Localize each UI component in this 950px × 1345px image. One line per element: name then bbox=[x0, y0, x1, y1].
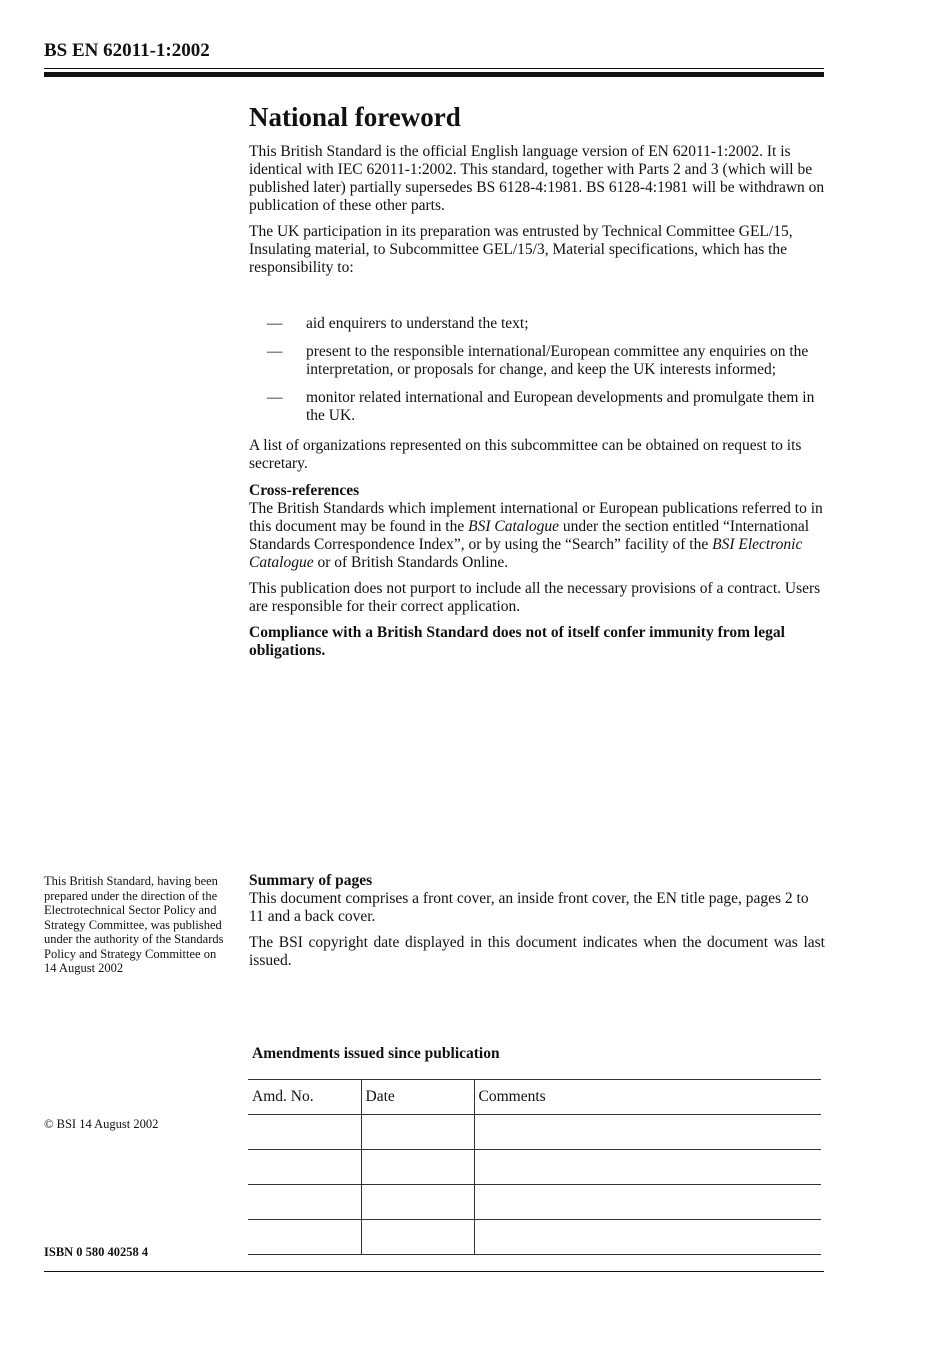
crossref-text: The British Standards which implement international or European publications referred to in this document may be found in the bbox=[249, 500, 823, 535]
list-item bbox=[249, 343, 825, 379]
amendments-table bbox=[248, 1079, 821, 1255]
foreword-section bbox=[249, 100, 825, 668]
table-row bbox=[248, 1220, 821, 1255]
table-cell bbox=[248, 1220, 361, 1255]
footer-rule bbox=[44, 1271, 824, 1272]
dash-bullet: — bbox=[267, 343, 283, 360]
list-item bbox=[249, 389, 825, 425]
crossref-text: under the section entitled “International Standards Correspondence Index”, or by using the “Search” facility of the bbox=[249, 518, 810, 553]
table-cell bbox=[361, 1220, 474, 1255]
authority-note: This British Standard, having been prepared under the direction of the Electrotechnical Sector Policy and Strategy Committee, was published under the authority of the Standards Policy and Strategy Committee on 14 August 2002 bbox=[44, 874, 224, 975]
table-cell bbox=[361, 1115, 474, 1150]
table-cell bbox=[248, 1115, 361, 1150]
copyright-notice: © BSI 14 August 2002 bbox=[44, 1117, 159, 1131]
table-cell bbox=[361, 1150, 474, 1185]
column-header-date: Date bbox=[361, 1080, 474, 1115]
crossref-text: or of British Standards Online. bbox=[313, 554, 509, 571]
table-cell bbox=[361, 1185, 474, 1220]
header-thick-rule bbox=[44, 72, 824, 77]
document-id: BS EN 62011-1:2002 bbox=[44, 40, 210, 61]
column-header-comments: Comments bbox=[474, 1080, 821, 1115]
list-item-text: present to the responsible international/European committee any enquiries on the interpretation, or proposals for change, and keep the UK interests informed; bbox=[306, 343, 809, 378]
dash-bullet: — bbox=[267, 315, 283, 332]
summary-text: This document comprises a front cover, an inside front cover, the EN title page, pages 2 to 11 and a back cover. bbox=[249, 890, 809, 925]
isbn: ISBN 0 580 40258 4 bbox=[44, 1245, 149, 1259]
column-header-amd-no: Amd. No. bbox=[248, 1080, 361, 1115]
table-cell bbox=[474, 1220, 821, 1255]
list-item-text: aid enquirers to understand the text; bbox=[306, 315, 529, 332]
table-cell bbox=[248, 1150, 361, 1185]
provisions-paragraph: This publication does not purport to include all the necessary provisions of a contract. Users are responsible for their correct application. bbox=[249, 580, 821, 615]
responsibility-list bbox=[249, 315, 825, 425]
header-thin-rule bbox=[44, 68, 824, 69]
summary-section bbox=[249, 872, 825, 978]
committee-paragraph: The UK participation in its preparation was entrusted by Technical Committee GEL/15, Insulating material, to Subcommittee GEL/15/3, Material specifications, which has the responsibility to: bbox=[249, 223, 793, 276]
crossref-heading: Cross-references bbox=[249, 482, 360, 499]
table-cell bbox=[248, 1185, 361, 1220]
crossref-electronic-catalogue: BSI Electronic Catalogue bbox=[249, 536, 803, 571]
organizations-paragraph: A list of organizations represented on this subcommittee can be obtained on request to its secretary. bbox=[249, 437, 802, 472]
amendments-title: Amendments issued since publication bbox=[252, 1045, 500, 1062]
table-header-row bbox=[248, 1080, 821, 1115]
summary-heading: Summary of pages bbox=[249, 872, 373, 889]
list-item bbox=[249, 315, 825, 333]
intro-paragraph: This British Standard is the official English language version of EN 62011-1:2002. It is identical with IEC 62011-1:2002. This standard, together with Parts 2 and 3 (which will be published later) partially supersedes BS 6128-4:1981. BS 6128-4:1981 will be withdrawn on publication of these other parts. bbox=[249, 143, 825, 214]
copyright-date-note: The BSI copyright date displayed in this document indicates when the document was last issued. bbox=[249, 934, 825, 969]
list-item-text: monitor related international and European developments and promulgate them in the UK. bbox=[306, 389, 815, 424]
table-cell bbox=[474, 1185, 821, 1220]
table-row bbox=[248, 1115, 821, 1150]
crossref-paragraph bbox=[249, 500, 825, 572]
table-cell bbox=[474, 1150, 821, 1185]
page-title: National foreword bbox=[249, 102, 461, 132]
table-row bbox=[248, 1185, 821, 1220]
table-cell bbox=[474, 1115, 821, 1150]
crossref-catalogue: BSI Catalogue bbox=[468, 518, 559, 535]
table-row bbox=[248, 1150, 821, 1185]
dash-bullet: — bbox=[267, 389, 283, 406]
compliance-note: Compliance with a British Standard does not of itself confer immunity from legal obligations. bbox=[249, 624, 785, 659]
